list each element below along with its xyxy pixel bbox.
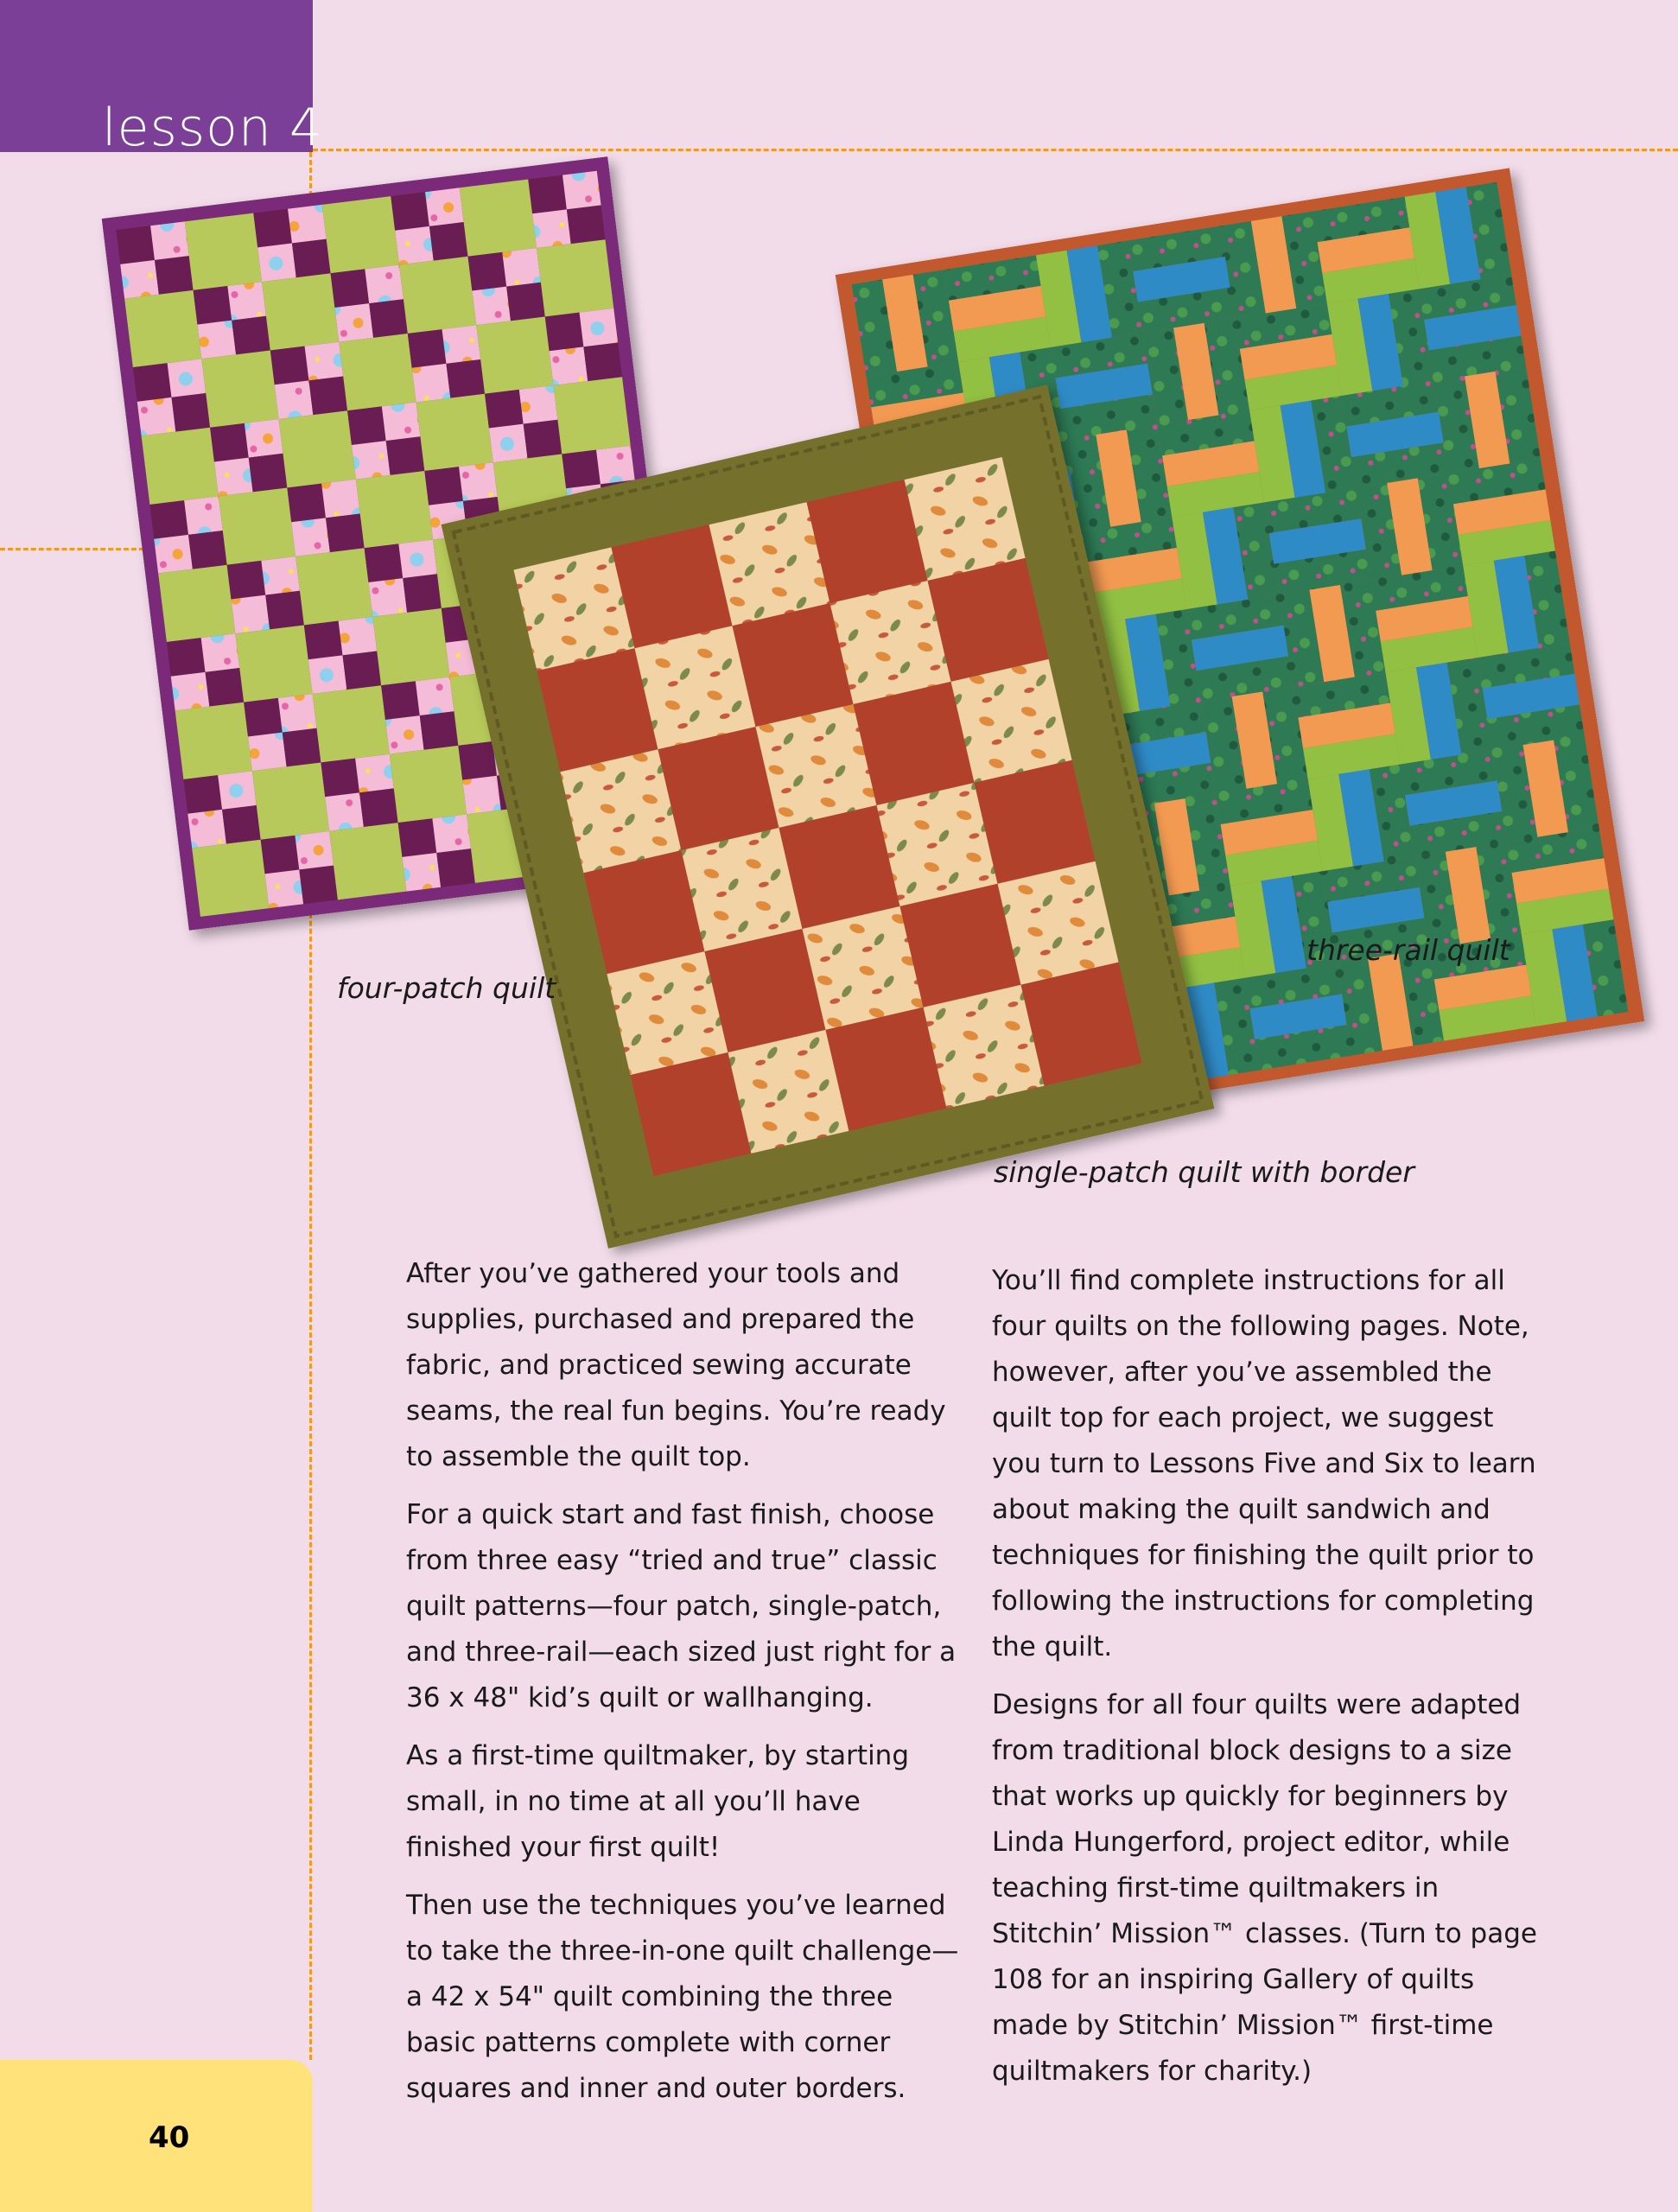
four-patch-square <box>222 805 261 844</box>
four-patch-square <box>321 480 360 518</box>
four-patch-square <box>506 283 545 321</box>
four-patch-square <box>188 531 227 569</box>
four-patch-square <box>232 316 270 355</box>
four-patch-square <box>305 342 344 381</box>
four-patch-square <box>458 741 497 780</box>
four-patch-square <box>245 419 283 458</box>
four-patch-square <box>528 175 567 214</box>
four-patch-square <box>562 450 601 489</box>
four-patch-square <box>368 578 407 617</box>
four-patch-square <box>168 359 207 397</box>
four-patch-block <box>219 488 296 565</box>
four-patch-square <box>325 792 364 831</box>
four-patch-square <box>352 441 391 480</box>
four-patch-square <box>459 462 498 501</box>
four-patch-square <box>183 775 222 814</box>
four-patch-square <box>227 561 266 600</box>
four-patch-square <box>391 192 429 231</box>
four-patch-block <box>476 317 553 394</box>
four-patch-block <box>537 239 613 316</box>
four-patch-square <box>120 260 159 299</box>
four-patch-square <box>355 754 394 793</box>
four-patch-square <box>381 681 420 720</box>
four-patch-block <box>372 608 449 685</box>
lesson-title: lesson 4 <box>102 98 324 158</box>
four-patch-square <box>253 209 292 248</box>
four-patch-block <box>390 746 467 823</box>
four-patch-square <box>275 380 314 419</box>
four-patch-square <box>206 668 245 707</box>
four-patch-square <box>155 256 194 295</box>
four-patch-square <box>579 308 618 347</box>
four-patch-square <box>425 188 464 226</box>
four-patch-block <box>235 625 312 702</box>
four-patch-square <box>288 205 327 244</box>
four-patch-square <box>321 759 359 798</box>
four-patch-square <box>545 313 584 352</box>
four-patch-square <box>408 329 447 368</box>
four-patch-square <box>424 467 463 505</box>
body-paragraph: Designs for all four quilts were adapted from traditional block designs to a size that works up quickly for beginners by Linda Hungerford, project editor, while teaching first-time quiltmakers in Stitchin’ Mission™ classes. (Turn to page 108 for an inspiring Gallery of quilts made by Stitchin’ Mission™ first-time quiltmakers for charity.) <box>992 1689 1537 2087</box>
body-paragraph: Then use the techniques you’ve learned to take the three-in-one quilt challenge—a 42 x 54" quilt combining the three basic patterns complete with corner squares and inner and outer borders. <box>406 1890 959 2104</box>
four-patch-square <box>295 831 334 870</box>
four-patch-square <box>365 543 404 582</box>
four-patch-block <box>124 290 201 367</box>
four-patch-square <box>304 621 343 660</box>
four-patch-square <box>287 484 326 523</box>
four-patch-square <box>248 733 287 772</box>
four-patch-square <box>432 814 471 853</box>
four-patch-square <box>270 346 309 385</box>
four-patch-square <box>261 556 300 595</box>
body-paragraph: As a first-time quiltmaker, by starting small, in no time at all you’ll have finished your first quilt! <box>406 1740 910 1863</box>
four-patch-block <box>554 377 631 454</box>
three-rail-caption: three-rail quilt <box>1306 933 1510 967</box>
four-patch-square <box>416 677 454 715</box>
four-patch-block <box>185 213 262 290</box>
four-patch-square <box>283 728 321 767</box>
four-patch-square <box>265 870 304 909</box>
guide-line-top <box>313 149 1678 151</box>
four-patch-block <box>279 410 356 487</box>
four-patch-square <box>403 853 442 892</box>
four-patch-square <box>133 363 172 402</box>
four-patch-square <box>171 393 210 432</box>
four-patch-square <box>261 836 300 874</box>
four-patch-square <box>299 866 338 905</box>
four-patch-block <box>313 685 390 762</box>
four-patch-square <box>532 209 571 248</box>
four-patch-square <box>347 406 386 445</box>
four-patch-square <box>385 715 424 754</box>
four-patch-square <box>468 252 507 291</box>
four-patch-block <box>158 565 235 642</box>
four-patch-square <box>489 424 528 463</box>
four-patch-square <box>116 226 155 264</box>
four-patch-block <box>416 394 493 471</box>
four-patch-square <box>519 385 558 424</box>
four-patch-caption: four-patch quilt <box>337 971 556 1005</box>
four-patch-square <box>462 776 501 815</box>
four-patch-square <box>257 243 296 282</box>
four-patch-square <box>218 771 257 810</box>
four-patch-block <box>399 257 476 334</box>
four-patch-square <box>154 535 193 574</box>
four-patch-square <box>249 454 288 493</box>
four-patch-square <box>231 595 270 634</box>
four-patch-square <box>412 364 451 403</box>
four-patch-square <box>184 496 223 535</box>
four-patch-square <box>291 518 330 556</box>
four-patch-square <box>227 282 266 321</box>
page-number: 40 <box>149 2120 190 2155</box>
single-patch-caption: single-patch quilt with border <box>994 1155 1414 1189</box>
four-patch-square <box>342 651 381 690</box>
four-patch-square <box>369 299 408 338</box>
body-paragraph: You’ll find complete instructions for all four quilts on the following pages. Note, however, after you’ve assembled the quilt top for each project, we suggest you turn to Lessons Five and Six to learn about making the quilt sandwich and techniques for finishing the quilt prior to following the instructions for completing the quilt. <box>992 1265 1536 1662</box>
four-patch-square <box>502 248 541 287</box>
four-patch-square <box>149 500 188 539</box>
four-patch-square <box>150 221 189 260</box>
four-patch-square <box>567 206 606 245</box>
four-patch-block <box>339 334 416 410</box>
four-patch-square <box>331 269 370 308</box>
four-patch-block <box>142 428 219 505</box>
four-patch-square <box>472 287 511 326</box>
four-patch-block <box>460 180 537 257</box>
four-patch-square <box>201 633 240 672</box>
four-patch-square <box>436 849 475 887</box>
four-patch-square <box>308 377 347 416</box>
four-patch-block <box>175 702 252 779</box>
four-patch-square <box>398 539 437 578</box>
four-patch-square <box>265 591 304 630</box>
four-patch-square <box>334 303 373 342</box>
four-patch-block <box>329 823 406 899</box>
four-patch-square <box>214 458 253 497</box>
four-patch-square <box>326 514 365 553</box>
four-patch-block <box>262 273 339 350</box>
four-patch-square <box>485 390 524 429</box>
four-patch-square <box>359 788 398 827</box>
four-patch-square <box>365 265 404 304</box>
four-patch-square <box>292 239 331 278</box>
four-patch-square <box>524 420 563 459</box>
four-patch-square <box>596 446 635 485</box>
four-patch-square <box>197 321 236 359</box>
four-patch-square <box>398 818 437 857</box>
four-patch-square <box>386 436 425 475</box>
four-patch-square <box>278 694 317 733</box>
four-patch-square <box>339 617 378 656</box>
four-patch-square <box>583 342 622 381</box>
four-patch-square <box>442 325 481 364</box>
four-patch-block <box>192 840 269 917</box>
four-patch-square <box>420 711 459 750</box>
four-patch-block <box>201 351 278 428</box>
four-patch-block <box>356 471 433 548</box>
four-patch-square <box>403 574 442 613</box>
four-patch-square <box>167 638 206 677</box>
four-patch-square <box>244 698 283 737</box>
four-patch-square <box>137 397 176 436</box>
four-patch-square <box>308 655 347 694</box>
body-paragraph: After you’ve gathered your tools and supplies, purchased and prepared the fabric, and practiced sewing accurate seams, the real fun begins. You’re ready to assemble the quilt top. <box>406 1258 946 1472</box>
four-patch-square <box>171 672 210 711</box>
four-patch-square <box>194 286 232 325</box>
four-patch-block <box>252 762 329 839</box>
four-patch-square <box>395 226 434 265</box>
four-patch-square <box>550 346 588 385</box>
four-patch-square <box>382 403 421 442</box>
four-patch-square <box>429 222 468 261</box>
four-patch-square <box>188 810 226 849</box>
four-patch-square <box>446 359 485 398</box>
body-column-right <box>992 1258 1545 2107</box>
four-patch-block <box>296 548 372 625</box>
body-column-left <box>406 1251 959 2124</box>
four-patch-block <box>322 196 399 273</box>
four-patch-square <box>563 171 601 210</box>
four-patch-square <box>210 423 249 462</box>
body-paragraph: For a quick start and fast finish, choose from three easy “tried and true” classic quilt patterns—four patch, single-patch, and three-rail—each sized just right for a 36 x 48" kid’s quilt or wallhanging. <box>406 1499 957 1713</box>
